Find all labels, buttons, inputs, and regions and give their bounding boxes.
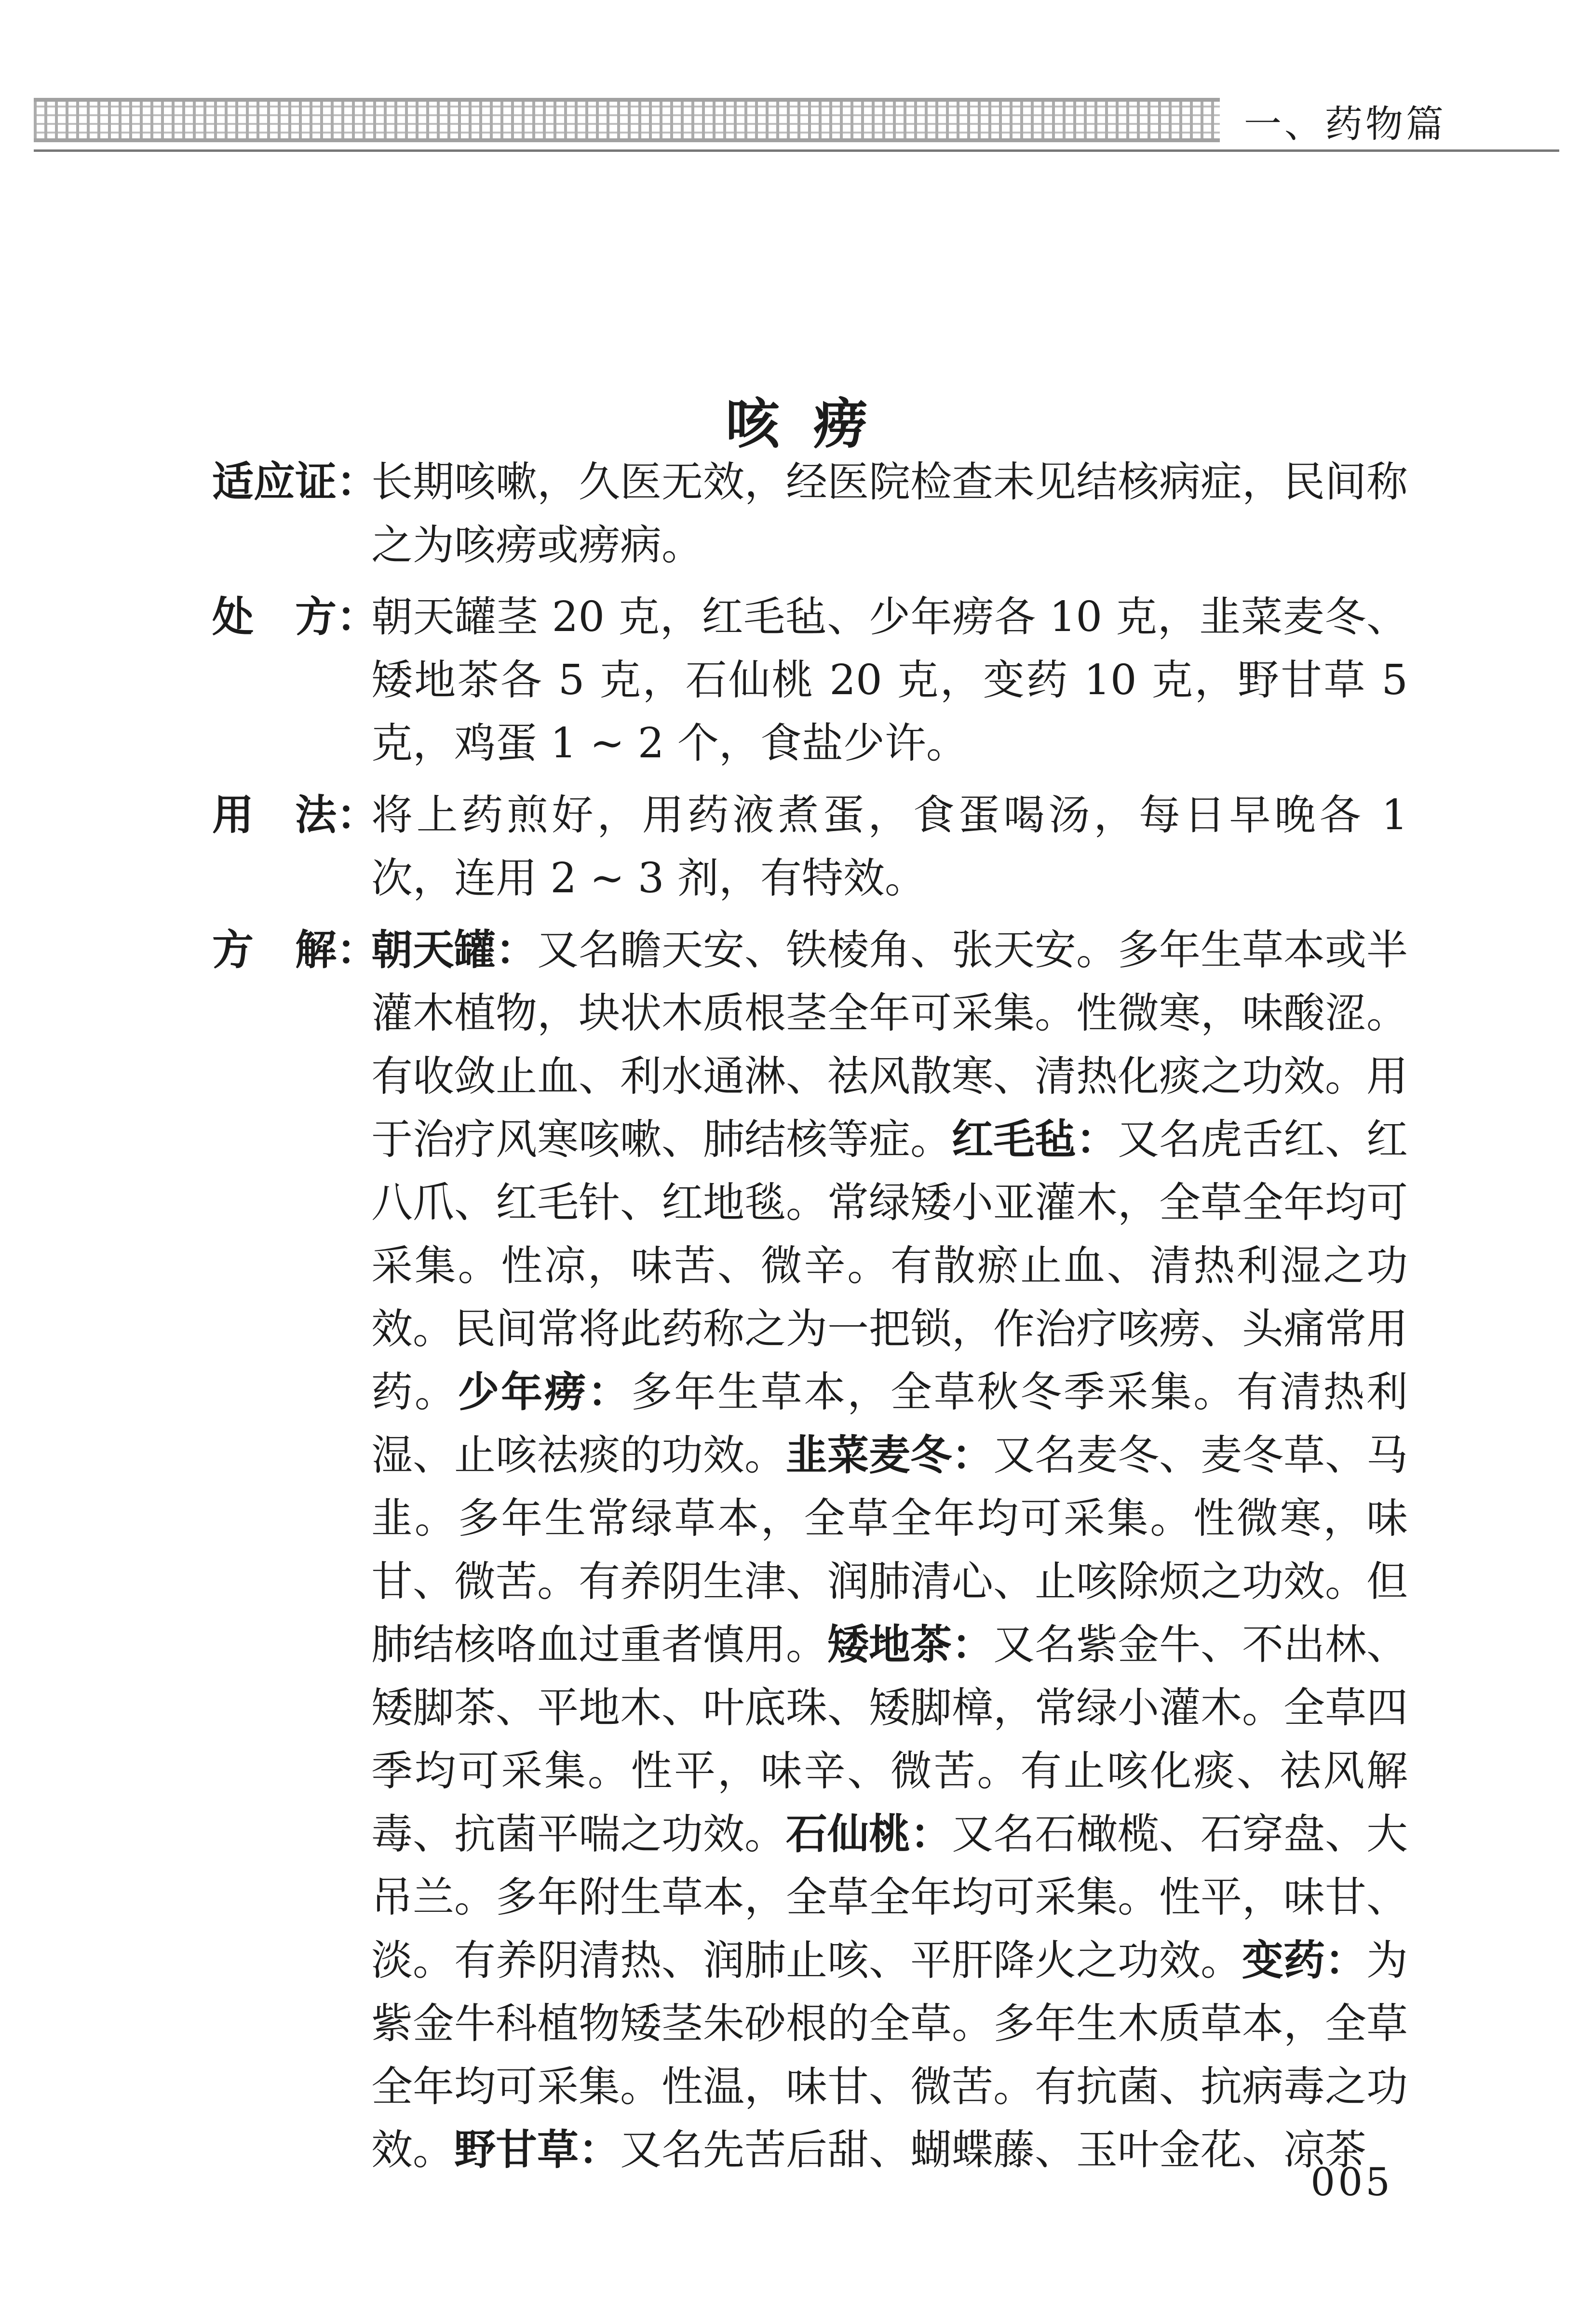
herb-name: 石仙桃： [786,1810,952,1858]
page-title: 咳痨 [726,392,901,456]
herb-description: 又名紫金牛、不出林、矮脚茶、平地木、叶底珠、矮脚樟，常绿小灌木。全草四季均可采集。性平，味辛、微苦。有止咳化痰、祛风解毒、抗菌平喘之功效。 [371,1621,1408,1858]
herb-name: 野甘草： [454,2126,620,2174]
explanation-label: 方 解： [212,926,378,974]
herb-name: 红毛毡： [952,1115,1118,1164]
prescription-label: 处 方： [212,593,378,641]
page-number: 005 [1310,2160,1393,2204]
usage-entry [212,784,1408,910]
explanation-text [371,919,1408,2182]
herb-description: 又名麦冬、麦冬草、马韭。多年生常绿草本，全草全年均可采集。性微寒，味甘、微苦。有养阴生津、润肺清心、止咳除烦之功效。但肺结核咯血过重者慎用。 [371,1431,1408,1669]
herb-description: 为紫金牛科植物矮茎朱砂根的全草。多年生木质草本，全草全年均可采集。性温，味甘、微苦。有抗菌、抗病毒之功效。 [371,1936,1408,2174]
decorative-border-pattern [34,98,1220,142]
indications-text: 长期咳嗽，久医无效，经医院检查未见结核病症，民间称之为咳痨或痨病。 [371,458,1408,569]
herb-name: 韭菜麦冬： [786,1431,993,1479]
indications-label: 适应证： [212,458,378,506]
usage-text: 将上药煎好，用药液煮蛋，食蛋喝汤，每日早晚各 1 次，连用 2 ~ 3 剂，有特效。 [371,791,1408,902]
section-label: 一、药物篇 [1244,103,1447,146]
herb-description: 又名虎舌红、红八爪、红毛针、红地毯。常绿矮小亚灌木，全草全年均可采集。性凉，味苦、微辛。有散瘀止血、清热利湿之功效。民间常将此药称之为一把锁，作治疗咳痨、头痛常用药。 [371,1115,1408,1416]
prescription-text: 朝天罐茎 20 克，红毛毡、少年痨各 10 克，韭菜麦冬、矮地茶各 5 克，石仙桃 20 克，变药 10 克，野甘草 5 克，鸡蛋 1 ~ 2 个，食盐少许。 [371,593,1408,767]
herb-description: 多年生草本，全草秋冬季采集。有清热利湿、止咳祛痰的功效。 [371,1368,1408,1479]
indications-entry [212,451,1408,577]
explanation-entry [212,919,1408,2182]
herb-name: 变药： [1242,1936,1366,1985]
herb-description: 又名石橄榄、石穿盘、大吊兰。多年附生草本，全草全年均可采集。性平，味甘、淡。有养阴清热、润肺止咳、平肝降火之功效。 [371,1810,1408,1985]
herb-description: 又名瞻天安、铁棱角、张天安。多年生草本或半灌木植物，块状木质根茎全年可采集。性微寒，味酸涩。有收敛止血、利水通淋、祛风散寒、清热化痰之功效。用于治疗风寒咳嗽、肺结核等症。 [371,926,1408,1164]
running-header [34,84,1559,157]
herb-name: 少年痨： [458,1368,631,1416]
usage-label: 用 法： [212,791,378,839]
herb-name: 矮地茶： [827,1621,993,1669]
entry-list [212,451,1408,2190]
herb-name: 朝天罐： [371,926,537,974]
prescription-entry [212,586,1408,775]
header-divider [34,149,1559,152]
herb-description: 又名先苦后甜、蝴蝶藤、玉叶金花、凉茶 [620,2126,1366,2174]
